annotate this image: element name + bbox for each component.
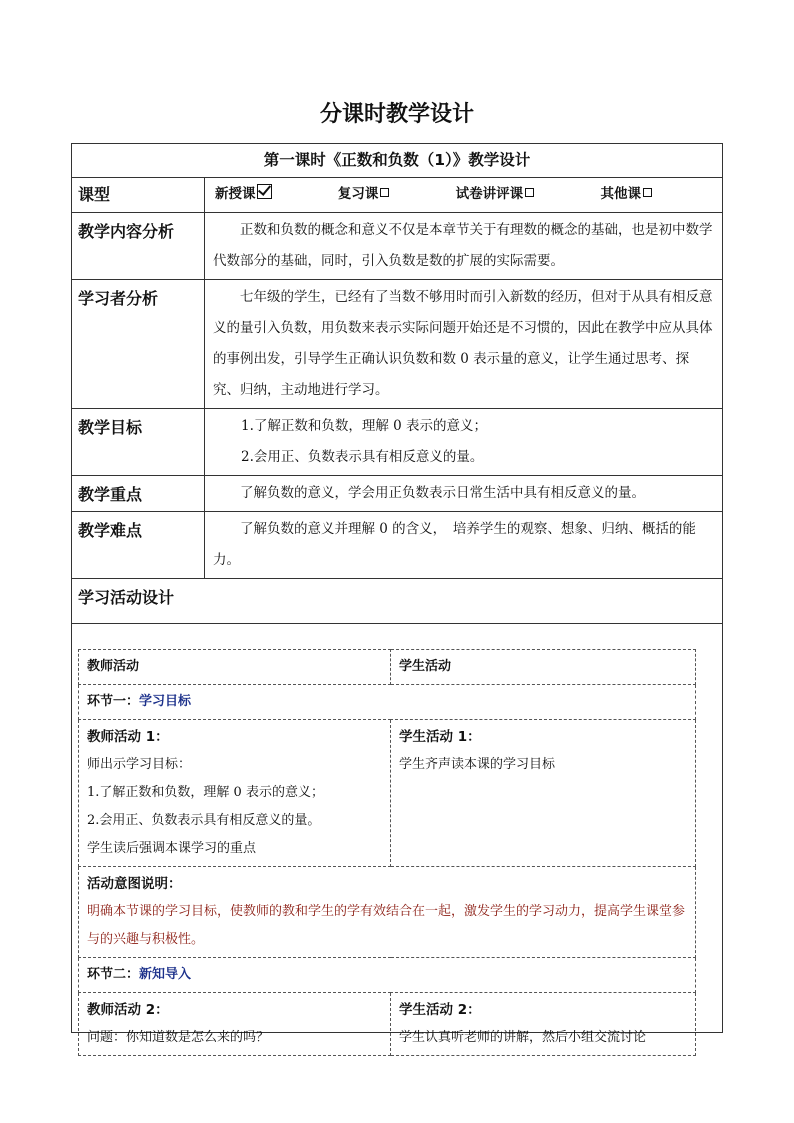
lesson-type-label: 课型 [72, 178, 205, 213]
stage2-activity-row [79, 993, 696, 1056]
lesson-type-options [205, 178, 723, 213]
stage1-prefix: 环节一： [87, 694, 140, 709]
student-activity-1 [391, 720, 696, 867]
student-activity-header: 学生活动 [391, 650, 696, 685]
learner-analysis-text: 七年级的学生，已经有了当数不够用时而引入新数的经历，但对于从具有相反意义的量引入负数，用负数来表示实际问题开始还是不习惯的，因此在教学中应从具体的事例出发，引导学生正确认识负数和数 0 表示量的意义，让学生通过思考、探究、归纳，主动地进行学习。 [205, 280, 723, 409]
option-label: 试卷讲评课 [455, 186, 524, 202]
lesson-plan-table [71, 143, 723, 1045]
option-exam-review-lesson[interactable] [456, 178, 535, 211]
option-label: 其他课 [600, 186, 641, 202]
key-points-row [72, 476, 723, 512]
objectives-list [205, 409, 723, 476]
student-activity-2-text: 学生认真听老师的讲解，然后小组交流讨论 [399, 1030, 647, 1045]
stage2-title [79, 958, 696, 993]
student-activity-1-text: 学生齐声读本课的学习目标 [399, 757, 556, 772]
intent-text: 明确本节课的学习目标，使教师的教和学生的学有效结合在一起，激发学生的学习动力，提高学生课堂参与的兴趣与积极性。 [87, 904, 686, 947]
teacher-activity-2 [79, 993, 391, 1056]
activity-table [78, 649, 696, 1056]
difficulties-label: 教学难点 [72, 512, 205, 579]
activity-design-area [72, 624, 722, 1045]
learner-analysis-label: 学习者分析 [72, 280, 205, 409]
content-analysis-label: 教学内容分析 [72, 213, 205, 280]
objective-item: 1.了解正数和负数，理解 0 表示的意义； [241, 418, 488, 434]
section-title: 第一课时《正数和负数（1）》教学设计 [72, 144, 723, 178]
option-new-lesson[interactable] [215, 178, 272, 211]
content-analysis-text: 正数和负数的概念和意义不仅是本章节关于有理数的概念的基础，也是初中数学代数部分的基础，同时，引入负数是数的扩展的实际需要。 [205, 213, 723, 280]
teacher-activity-header: 教师活动 [79, 650, 391, 685]
stage1-row [79, 685, 696, 720]
stage1-title [79, 685, 696, 720]
stage2-prefix: 环节二： [87, 967, 140, 982]
teacher-line: 师出示学习目标： [87, 757, 192, 772]
checkbox-checked-icon[interactable] [257, 184, 272, 199]
key-points-label: 教学重点 [72, 476, 205, 512]
teacher-activity-2-title: 教师活动 2： [87, 1002, 169, 1018]
teacher-activity-1 [79, 720, 391, 867]
activity-design-cell [72, 624, 723, 1045]
activity-design-title-row [72, 579, 723, 624]
stage1-intent [79, 867, 696, 958]
stage1-intent-row [79, 867, 696, 958]
stage1-name: 学习目标 [139, 694, 192, 709]
teacher-line: 1.了解正数和负数，理解 0 表示的意义； [87, 785, 324, 800]
activity-design-row [72, 624, 723, 1033]
teacher-line: 2.会用正、负数表示具有相反意义的量。 [87, 813, 321, 828]
checkbox-icon[interactable] [643, 188, 652, 197]
student-activity-2 [391, 993, 696, 1056]
section-title-row [72, 144, 723, 178]
checkbox-icon[interactable] [525, 188, 534, 197]
objectives-row [72, 409, 723, 476]
page-title: 分课时教学设计 [319, 102, 474, 127]
option-review-lesson[interactable] [338, 178, 390, 211]
activity-header-row [79, 650, 696, 685]
student-activity-1-title: 学生活动 1： [399, 729, 481, 745]
key-points-text: 了解负数的意义，学会用正负数表示日常生活中具有相反意义的量。 [205, 476, 723, 512]
teacher-line: 学生读后强调本课学习的重点 [87, 841, 257, 856]
stage2-row [79, 958, 696, 993]
objective-item: 2.会用正、负数表示具有相反意义的量。 [241, 449, 484, 465]
objectives-label: 教学目标 [72, 409, 205, 476]
option-label: 新授课 [215, 186, 256, 202]
content-analysis-row [72, 213, 723, 280]
difficulties-text: 了解负数的意义并理解 0 的含义， 培养学生的观察、想象、归纳、概括的能力。 [205, 512, 723, 579]
student-activity-2-title: 学生活动 2： [399, 1002, 481, 1018]
intent-title: 活动意图说明： [87, 876, 182, 892]
difficulties-row [72, 512, 723, 579]
teacher-activity-1-title: 教师活动 1： [87, 729, 169, 745]
learner-analysis-row [72, 280, 723, 409]
option-other-lesson[interactable] [600, 178, 652, 211]
stage1-activity-row [79, 720, 696, 867]
activity-design-label: 学习活动设计 [72, 579, 723, 624]
option-label: 复习课 [337, 186, 379, 202]
stage2-name: 新知导入 [139, 967, 192, 982]
checkbox-icon[interactable] [380, 188, 389, 197]
teacher-activity-2-text: 问题：你知道数是怎么来的吗？ [87, 1030, 270, 1045]
lesson-type-row [72, 178, 723, 213]
